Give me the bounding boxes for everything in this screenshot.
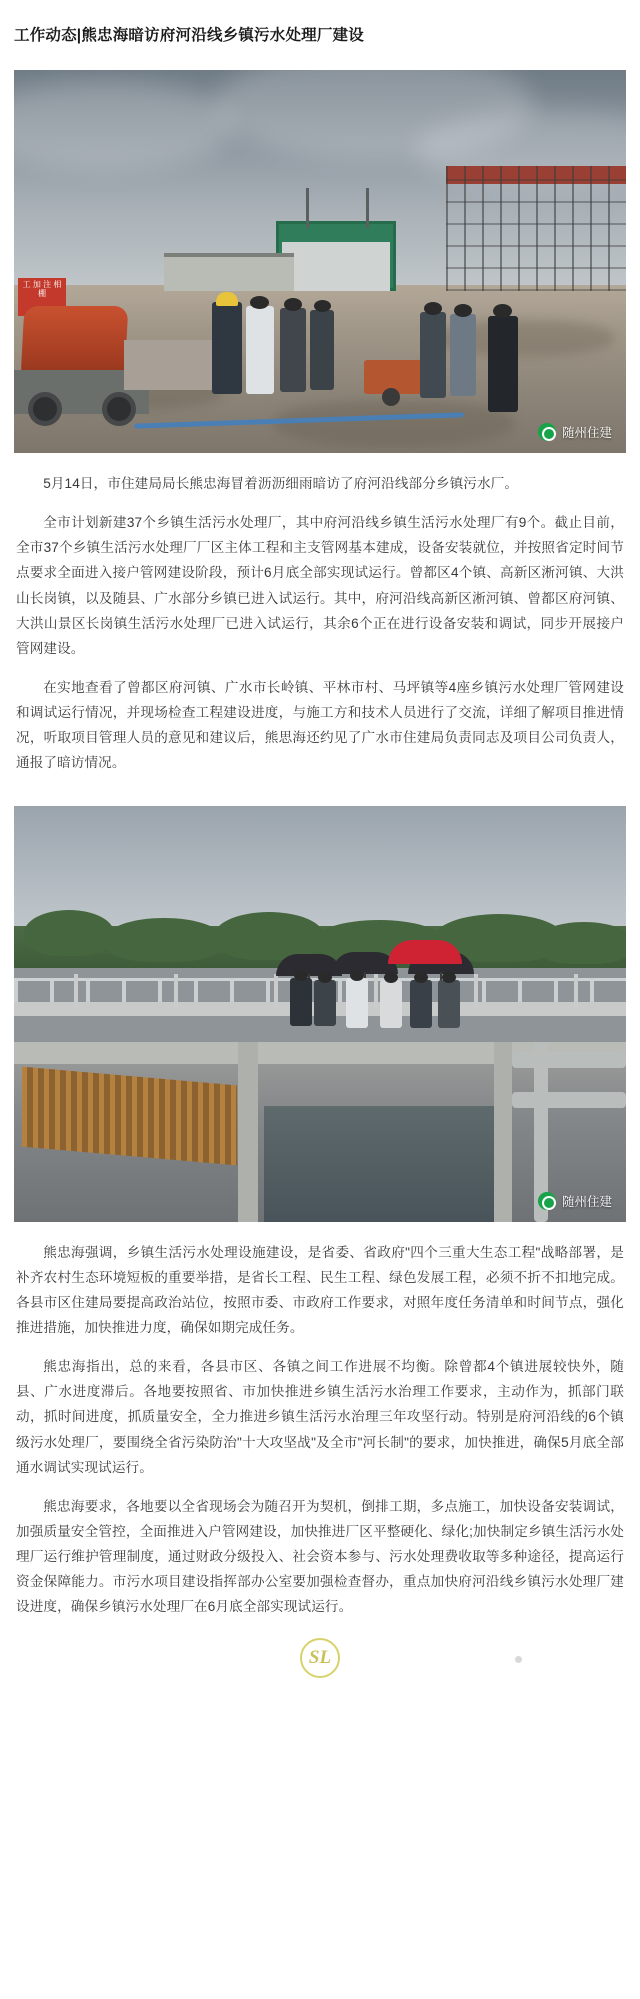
watermark-label: 随州住建 [561, 426, 612, 440]
tree-cluster [534, 922, 626, 964]
spacer [0, 1222, 640, 1240]
person-figure [450, 314, 476, 396]
spacer [0, 790, 640, 806]
mixer-wheel [102, 392, 136, 426]
rail-post [374, 974, 378, 1008]
construction-site-photo [14, 70, 626, 453]
person-figure [314, 980, 336, 1026]
tree-cluster [24, 910, 114, 956]
umbrella-red [388, 940, 462, 964]
person-head [442, 972, 456, 983]
paragraph: 在实地查看了曾都区府河镇、广水市长岭镇、平林市村、马坪镇等4座乡镇污水处理厂管网建设和调试运行情况，并现场检查工程建设进度，与施工方和技术人员进行了交流，详细了解项目推进情况，听取项目管理人员的意见和建议后，熊思海还约见了广水市住建局负责同志及项目公司负责人，通报了暗访情况。 [16, 679, 624, 771]
wheelbarrow-wheel [382, 388, 400, 406]
pipe-section [512, 1052, 626, 1068]
rail-post [174, 974, 178, 1008]
article-page [0, 10, 640, 1691]
flag-pole [366, 188, 369, 228]
person-head [284, 298, 302, 311]
flag-pole [306, 188, 309, 228]
person-figure [380, 980, 402, 1028]
rail-post [474, 974, 478, 1008]
rail-post [274, 974, 278, 1008]
basin-divider [494, 1042, 512, 1222]
watermark-label: 随州住建 [561, 1194, 612, 1209]
paragraph: 5月14日，市住建局局长熊忠海冒着沥沥细雨暗访了府河沿线部分乡镇污水厂。 [43, 476, 519, 491]
mixer-wheel [28, 392, 62, 426]
person-figure [488, 316, 518, 412]
tree-cluster [104, 918, 224, 962]
person-figure [246, 306, 274, 394]
person-figure [346, 978, 368, 1028]
footer-logo-area [0, 1634, 640, 1692]
person-figure [420, 312, 446, 398]
wastewater-plant-photo [14, 806, 626, 1222]
watermark-logo-icon [538, 1192, 556, 1210]
person-figure [310, 310, 334, 390]
spacer [0, 453, 640, 471]
tree-cluster [214, 912, 324, 960]
person-figure [410, 980, 432, 1028]
person-head [424, 302, 442, 315]
article-body-bottom [0, 1240, 640, 1620]
safety-helmet [216, 292, 238, 306]
person-head [454, 304, 472, 317]
pipe-section [512, 1092, 626, 1108]
paragraph: 熊忠海强调，乡镇生活污水处理设施建设，是省委、省政府"四个三重大生态工程"战略部署，是补齐农村生态环境短板的重要举措，是省长工程、民生工程、绿色发展工程，必须不折不扣地完成。各县市区住建局要提高政治站位，按照市委、市政府工作要求，对照年度任务清单和时间节点，强化推进措施，加快推进力度，确保如期完成任务。 [16, 1244, 624, 1335]
site-signboard: 工 加 注 相 棚 [18, 278, 66, 316]
paragraph: 全市计划新建37个乡镇生活污水处理厂，其中府河沿线乡镇生活污水处理厂有9个。截止目前，全市37个乡镇生活污水处理厂厂区主体工程和主支管网基本建成，设备安装就位，并按照省定时间节点要求全面进入接户管网建设阶段，预计6月底全部实现试运行。曾都区4个镇、高新区淅河镇、大洪山长岗镇，以及随县、广水部分乡镇已进入试运行。其中，府河沿线高新区淅河镇、曾都区府河镇、大洪山景区长岗镇生活污水处理厂已进入试运行，其余6个正在进行设备安装和调试，同步开展接户管网建设。 [16, 515, 624, 656]
article-body-top [0, 471, 640, 776]
watermark-logo-icon [538, 423, 556, 441]
watermark-badge [538, 1192, 612, 1210]
person-head [384, 972, 398, 983]
water-surface [264, 1106, 494, 1222]
scaffolding [446, 166, 626, 291]
decorative-dot [515, 1656, 522, 1663]
person-figure [212, 302, 242, 394]
rail-post [74, 974, 78, 1008]
paragraph: 熊忠海指出，总的来看，各县市区、各镇之间工作进展不均衡。除曾都4个镇进展较快外，随县、广水进度滞后。各地要按照省、市加快推进乡镇生活污水治理工作要求，主动作为，抓部门联动，抓时间进度，抓质量安全，全力推进乡镇生活污水治理三年攻坚行动。特别是府河沿线的6个镇级污水处理厂，要围绕全省污染防治"十大攻坚战"及全市"河长制"的要求，加快推进，确保5月底全部通水调试实现试运行。 [16, 1359, 624, 1475]
person-head [314, 300, 331, 312]
person-head [294, 970, 308, 981]
person-head [493, 304, 512, 318]
person-head [414, 972, 428, 983]
low-building [164, 253, 294, 291]
person-head [350, 970, 364, 981]
dirt-patch [274, 400, 514, 446]
person-figure [438, 980, 460, 1028]
sl-logo-icon: SL [300, 1638, 340, 1678]
person-head [318, 972, 332, 983]
rail-post [574, 974, 578, 1008]
page-title: 工作动态|熊忠海暗访府河沿线乡镇污水处理厂建设 [14, 27, 364, 45]
paragraph: 熊忠海要求，各地要以全省现场会为随召开为契机，倒排工期，多点施工，加快设备安装调试，加强质量安全管控，全面推进入户管网建设，加快推进厂区平整硬化、绿化;加快制定乡镇生活污水处理厂运行维护管理制度，通过财政分级投入、社会资本参与、污水处理费收取等多种途径，提高运行资金保障能力。市污水项目建设指挥部办公室要加强检查督办，重点加快府河沿线乡镇污水处理厂建设进度，确保乡镇污水处理厂在6月底全部实现试运行。 [16, 1498, 624, 1615]
gate-opening [282, 242, 390, 291]
person-figure [280, 308, 306, 392]
watermark-badge [538, 423, 612, 441]
person-figure [290, 978, 312, 1026]
person-head [250, 296, 269, 309]
basin-divider [238, 1042, 258, 1222]
